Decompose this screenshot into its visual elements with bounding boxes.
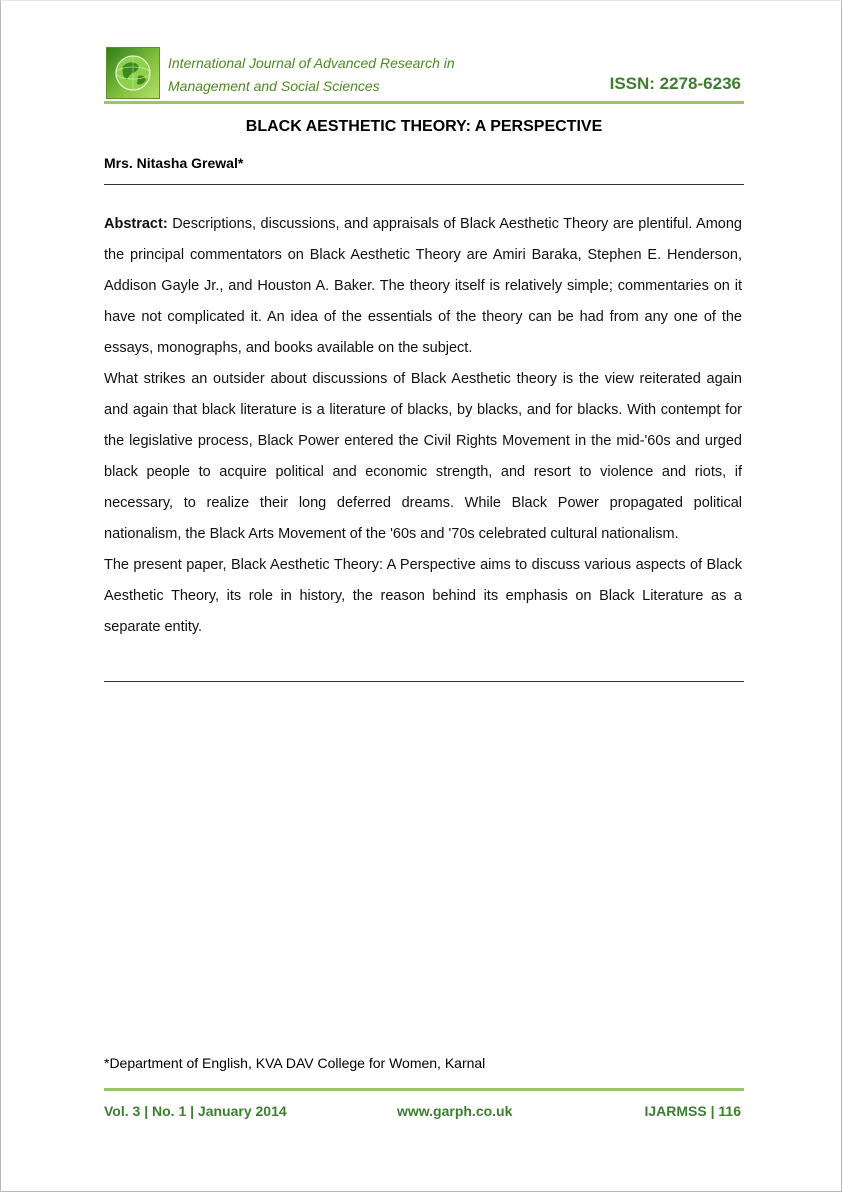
footer-page-number: IJARMSS | 116 [644,1103,741,1119]
abstract [104,209,742,643]
journal-name-line2: Management and Social Sciences [168,78,380,94]
journal-name [168,52,455,98]
abstract-top-divider [104,184,744,185]
footer-divider [104,1088,744,1091]
article-title: BLACK AESTHETIC THEORY: A PERSPECTIVE [245,118,603,135]
abstract-label: Abstract: [104,216,168,232]
article-author: Mrs. Nitasha Grewal* [104,155,244,171]
issn-label: ISSN: 2278-6236 [609,74,741,93]
journal-name-line1: International Journal of Advanced Research in [168,55,455,71]
abstract-paragraph-1 [104,209,742,364]
abstract-paragraph-1-text: Descriptions, discussions, and appraisals of Black Aesthetic Theory are plentiful. Among the principal commentators on Black Aesthetic Theory are Amiri Baraka, Stephen E. Henderson, Addison Gayle Jr., and Houston A. Baker. The theory itself is relatively simple; commentaries on it have not complicated it. An idea of the essentials of the theory can be had from any one of the essays, monographs, and books available on the subject. [104,216,742,356]
author-affiliation-footnote: *Department of English, KVA DAV College for Women, Karnal [104,1055,486,1071]
footer-volume: Vol. 3 | No. 1 | January 2014 [104,1103,287,1119]
abstract-paragraph-2: What strikes an outsider about discussions of Black Aesthetic theory is the view reiterated again and again that black literature is a literature of blacks, by blacks, and for blacks. With contempt for the legislative process, Black Power entered the Civil Rights Movement in the mid-'60s and urged black people to acquire political and economic strength, and resort to violence and riots, if necessary, to realize their long deferred dreams. While Black Power propagated political nationalism, the Black Arts Movement of the '60s and '70s celebrated cultural nationalism. [104,371,742,542]
header-divider [104,101,744,104]
footer-website-link[interactable]: www.garph.co.uk [397,1103,513,1119]
abstract-paragraph-3: The present paper, Black Aesthetic Theory: A Perspective aims to discuss various aspects of Black Aesthetic Theory, its role in history, the reason behind its emphasis on Black Literature as a separate entity. [104,557,742,635]
abstract-bottom-divider [104,681,744,682]
globe-logo-icon [106,47,160,99]
